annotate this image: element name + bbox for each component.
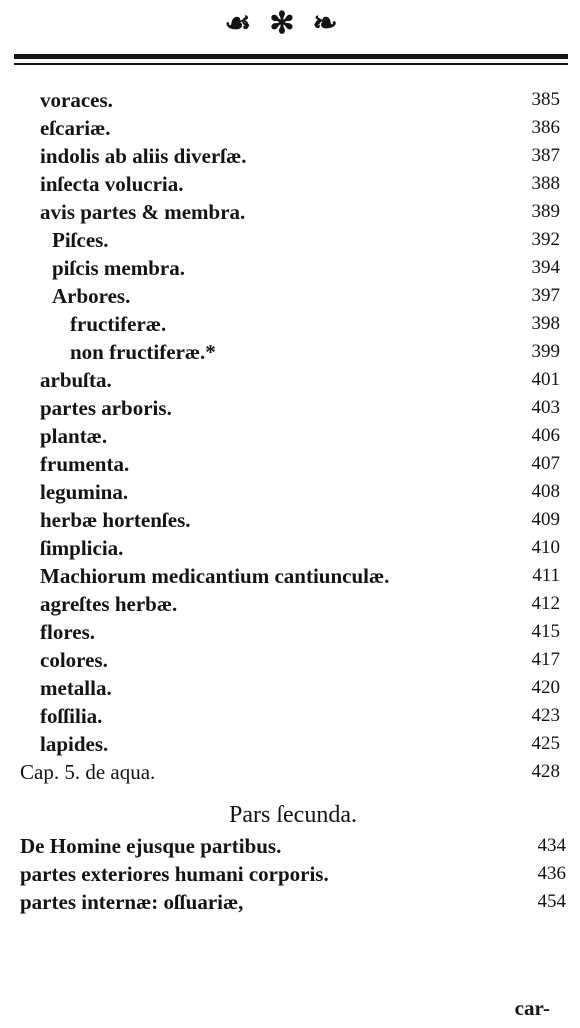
index-entry [0, 366, 580, 394]
entry-page: 385 [531, 89, 560, 110]
entry-page: 408 [531, 481, 560, 502]
entry-label: ſimplicia. [40, 536, 124, 560]
entry-page: 399 [531, 341, 560, 362]
entry-page: 412 [531, 593, 560, 614]
entry-label: legumina. [40, 480, 129, 504]
entry-page: 387 [531, 145, 560, 166]
index-entry [0, 450, 580, 478]
entry-label: indolis ab aliis diverſæ. [40, 144, 247, 168]
index-entry [0, 282, 580, 310]
section-pars-secunda [0, 798, 580, 916]
entry-label: herbæ hortenſes. [40, 508, 191, 532]
entry-label: partes arboris. [40, 396, 172, 420]
index-entry [0, 888, 580, 916]
index-entry [0, 142, 580, 170]
index-entry [0, 562, 580, 590]
entry-label: agreſtes herbæ. [40, 592, 178, 616]
entry-page: 411 [532, 565, 560, 586]
index-entry [0, 254, 580, 282]
entry-page: 397 [531, 285, 560, 306]
entry-page: 409 [531, 509, 560, 530]
entry-page: 410 [531, 537, 560, 558]
index-entry [0, 170, 580, 198]
entry-label: metalla. [40, 676, 112, 700]
entry-label: partes exteriores humani corporis. [20, 862, 329, 886]
entry-page: 425 [531, 733, 560, 754]
entry-page: 403 [531, 397, 560, 418]
entry-page: 417 [531, 649, 560, 670]
entry-label: De Homine ejusque partibus. [20, 834, 282, 858]
index-entry [0, 534, 580, 562]
entry-page: 420 [531, 677, 560, 698]
index-entry [0, 674, 580, 702]
header-rule-thick [14, 54, 568, 59]
entry-label: arbuſta. [40, 368, 112, 392]
entry-label: non fructiferæ.* [70, 340, 216, 364]
index-entry [0, 702, 580, 730]
entry-label: Cap. 5. de aqua. [20, 760, 156, 784]
index-entry [0, 618, 580, 646]
entry-label: lapides. [40, 732, 109, 756]
chapter-entry [0, 758, 580, 786]
entry-label: frumenta. [40, 452, 130, 476]
index-entry [0, 478, 580, 506]
index-entry [0, 506, 580, 534]
fleuron-center-icon: ✻ [269, 7, 313, 40]
entry-label: avis partes & membra. [40, 200, 246, 224]
index-entry [0, 338, 580, 366]
entry-page: 394 [531, 257, 560, 278]
entry-page: 415 [531, 621, 560, 642]
entry-label: colores. [40, 648, 108, 672]
entry-page: 434 [537, 835, 566, 856]
entry-label: flores. [40, 620, 96, 644]
index-entry [0, 860, 580, 888]
entry-label: eſcariæ. [40, 116, 111, 140]
entry-page: 388 [531, 173, 560, 194]
header-rule-thin [14, 63, 568, 65]
index-entry [0, 646, 580, 674]
catchword: car- [514, 996, 550, 1020]
entry-label: plantæ. [40, 424, 108, 448]
fleuron-right-icon: ❧ [312, 7, 356, 40]
entry-page: 454 [537, 891, 566, 912]
entry-label: foſſilia. [40, 704, 103, 728]
index-entry [0, 590, 580, 618]
index-entry [0, 422, 580, 450]
index-entry [0, 86, 580, 114]
index-entry [0, 198, 580, 226]
entry-label: Machiorum medicantium cantiunculæ. [40, 564, 390, 588]
entry-page: 406 [531, 425, 560, 446]
index-entry [0, 394, 580, 422]
entry-page: 392 [531, 229, 560, 250]
entry-label: partes internæ: oſſuariæ, [20, 890, 244, 914]
entry-label: fructiferæ. [70, 312, 167, 336]
entry-label: Arbores. [52, 284, 131, 308]
entry-page: 407 [531, 453, 560, 474]
index-entry [0, 730, 580, 758]
entry-page: 423 [531, 705, 560, 726]
entry-label: voraces. [40, 88, 113, 112]
entry-label: piſcis membra. [52, 256, 185, 280]
fleuron-left-icon: ☙ [224, 7, 270, 40]
index-entry [0, 832, 580, 860]
header-ornament [0, 6, 580, 41]
index-entries [0, 86, 580, 916]
entry-page: 398 [531, 313, 560, 334]
entry-page: 436 [537, 863, 566, 884]
entry-page: 401 [531, 369, 560, 390]
entry-page: 428 [531, 761, 560, 782]
entry-label: inſecta volucria. [40, 172, 184, 196]
entry-page: 389 [531, 201, 560, 222]
index-entry [0, 310, 580, 338]
entry-label: Piſces. [52, 228, 109, 252]
index-entry [0, 226, 580, 254]
entry-page: 386 [531, 117, 560, 138]
section-title: Pars ſecunda. [229, 802, 357, 828]
index-entry [0, 114, 580, 142]
section-gap [0, 786, 580, 798]
